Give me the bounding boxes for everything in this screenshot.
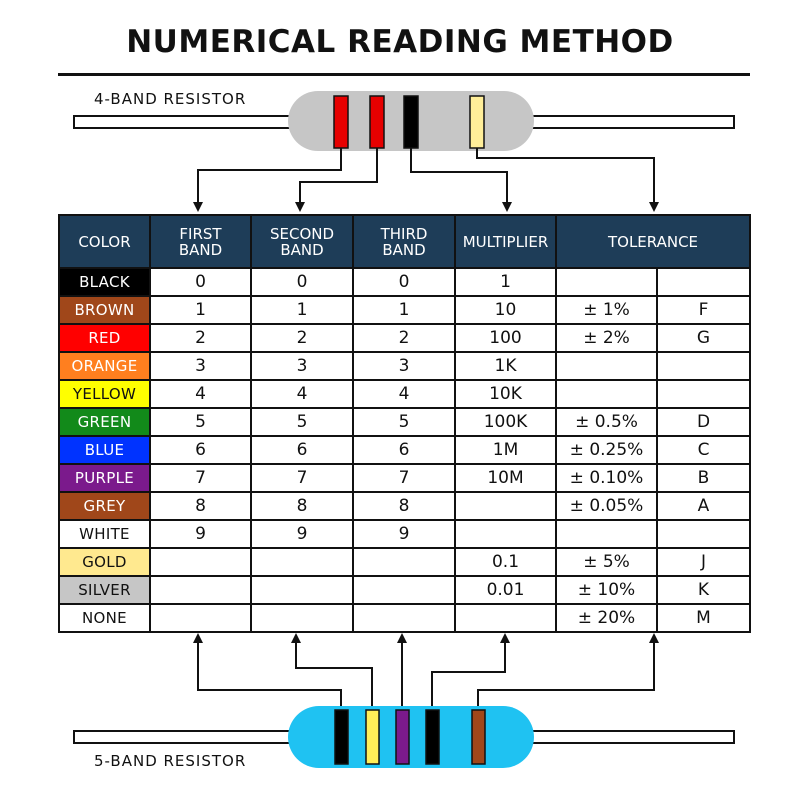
second-band-cell: 1 <box>251 296 353 324</box>
color-code-table <box>58 214 751 633</box>
color-name-cell: ORANGE <box>59 352 150 380</box>
tolerance-code-cell: A <box>657 492 750 520</box>
arrow-multiplier <box>411 148 507 207</box>
first-band-cell: 5 <box>150 408 251 436</box>
tolerance-cell: ± 0.25% <box>556 436 657 464</box>
color-name-cell: NONE <box>59 604 150 632</box>
color-name-cell: GOLD <box>59 548 150 576</box>
lead-right <box>526 116 734 128</box>
first-band-cell <box>150 604 251 632</box>
multiplier-cell: 10M <box>455 464 556 492</box>
arrow-first-band <box>198 638 341 714</box>
second-band-cell: 3 <box>251 352 353 380</box>
color-name-cell: BROWN <box>59 296 150 324</box>
five-band-arrows <box>198 638 654 714</box>
header-tolerance: TOLERANCE <box>556 215 750 268</box>
color-name-cell: SILVER <box>59 576 150 604</box>
multiplier-cell: 1K <box>455 352 556 380</box>
third-band-cell: 3 <box>353 352 455 380</box>
color-name-cell: GREEN <box>59 408 150 436</box>
multiplier-cell: 100 <box>455 324 556 352</box>
tolerance-code-cell: B <box>657 464 750 492</box>
five-band-label: 5-BAND RESISTOR <box>94 752 247 770</box>
color-band-1 <box>335 710 348 764</box>
third-band-cell <box>353 576 455 604</box>
second-band-cell: 0 <box>251 268 353 296</box>
third-band-cell <box>353 604 455 632</box>
color-name-cell: RED <box>59 324 150 352</box>
tolerance-cell: ± 0.5% <box>556 408 657 436</box>
tolerance-code-cell <box>657 268 750 296</box>
color-name-cell: YELLOW <box>59 380 150 408</box>
table-row <box>59 380 750 408</box>
multiplier-cell: 10 <box>455 296 556 324</box>
header-second-band: SECOND BAND <box>251 215 353 268</box>
second-band-cell: 7 <box>251 464 353 492</box>
multiplier-cell <box>455 492 556 520</box>
color-name-cell: GREY <box>59 492 150 520</box>
tolerance-code-cell: D <box>657 408 750 436</box>
first-band-cell: 9 <box>150 520 251 548</box>
multiplier-cell: 1M <box>455 436 556 464</box>
color-band-3 <box>396 710 409 764</box>
header-multiplier: MULTIPLIER <box>455 215 556 268</box>
tolerance-cell <box>556 352 657 380</box>
arrow-first-band <box>198 148 341 207</box>
first-band-cell: 8 <box>150 492 251 520</box>
color-band-4 <box>426 710 439 764</box>
table-row <box>59 464 750 492</box>
first-band-cell: 2 <box>150 324 251 352</box>
third-band-cell: 5 <box>353 408 455 436</box>
table-row <box>59 408 750 436</box>
table-row <box>59 436 750 464</box>
second-band-cell: 8 <box>251 492 353 520</box>
multiplier-cell <box>455 520 556 548</box>
tolerance-cell <box>556 520 657 548</box>
multiplier-cell: 100K <box>455 408 556 436</box>
second-band-cell: 2 <box>251 324 353 352</box>
third-band-cell: 4 <box>353 380 455 408</box>
third-band-cell: 6 <box>353 436 455 464</box>
tolerance-code-cell <box>657 520 750 548</box>
page-title: NUMERICAL READING METHOD <box>126 24 674 60</box>
tolerance-code-cell: C <box>657 436 750 464</box>
first-band-cell <box>150 576 251 604</box>
resistor-body <box>288 706 534 768</box>
header-first-band: FIRST BAND <box>150 215 251 268</box>
table-row <box>59 604 750 632</box>
first-band-cell: 4 <box>150 380 251 408</box>
arrow-tolerance <box>477 148 654 207</box>
second-band-cell <box>251 604 353 632</box>
color-name-cell: PURPLE <box>59 464 150 492</box>
first-band-cell: 7 <box>150 464 251 492</box>
third-band-cell: 1 <box>353 296 455 324</box>
tolerance-code-cell: F <box>657 296 750 324</box>
table-row <box>59 492 750 520</box>
tolerance-code-cell: M <box>657 604 750 632</box>
tolerance-cell: ± 5% <box>556 548 657 576</box>
arrow-second-band <box>296 638 372 714</box>
multiplier-cell: 10K <box>455 380 556 408</box>
tolerance-cell: ± 0.10% <box>556 464 657 492</box>
third-band-cell: 9 <box>353 520 455 548</box>
third-band-cell: 0 <box>353 268 455 296</box>
third-band-cell: 2 <box>353 324 455 352</box>
second-band-cell: 4 <box>251 380 353 408</box>
table-row <box>59 576 750 604</box>
arrow-multiplier <box>432 638 505 714</box>
first-band-cell: 3 <box>150 352 251 380</box>
lead-right <box>526 731 734 743</box>
table-header-row <box>59 215 750 268</box>
tolerance-code-cell: J <box>657 548 750 576</box>
lead-left <box>74 731 290 743</box>
second-band-cell <box>251 576 353 604</box>
tolerance-cell: ± 1% <box>556 296 657 324</box>
header-color: COLOR <box>59 215 150 268</box>
tolerance-code-cell <box>657 352 750 380</box>
second-band-cell: 9 <box>251 520 353 548</box>
header-third-band: THIRD BAND <box>353 215 455 268</box>
first-band-cell: 6 <box>150 436 251 464</box>
tolerance-cell: ± 20% <box>556 604 657 632</box>
color-band-2 <box>366 710 379 764</box>
second-band-cell: 6 <box>251 436 353 464</box>
first-band-cell: 0 <box>150 268 251 296</box>
color-name-cell: BLACK <box>59 268 150 296</box>
color-band-2 <box>370 96 384 148</box>
table-row <box>59 352 750 380</box>
tolerance-cell: ± 10% <box>556 576 657 604</box>
table-row <box>59 268 750 296</box>
multiplier-cell: 0.01 <box>455 576 556 604</box>
color-name-cell: WHITE <box>59 520 150 548</box>
tolerance-code-cell <box>657 380 750 408</box>
color-band-4 <box>470 96 484 148</box>
table-row <box>59 324 750 352</box>
color-band-3 <box>404 96 418 148</box>
color-band-5 <box>472 710 485 764</box>
four-band-arrows <box>198 148 654 207</box>
tolerance-code-cell: K <box>657 576 750 604</box>
arrow-second-band <box>300 148 377 207</box>
color-band-1 <box>334 96 348 148</box>
tolerance-cell: ± 2% <box>556 324 657 352</box>
table-row <box>59 548 750 576</box>
tolerance-cell <box>556 380 657 408</box>
table-row <box>59 520 750 548</box>
first-band-cell: 1 <box>150 296 251 324</box>
third-band-cell: 7 <box>353 464 455 492</box>
table-row <box>59 296 750 324</box>
color-name-cell: BLUE <box>59 436 150 464</box>
third-band-cell <box>353 548 455 576</box>
tolerance-cell <box>556 268 657 296</box>
second-band-cell <box>251 548 353 576</box>
second-band-cell: 5 <box>251 408 353 436</box>
multiplier-cell: 1 <box>455 268 556 296</box>
tolerance-cell: ± 0.05% <box>556 492 657 520</box>
four-band-label: 4-BAND RESISTOR <box>94 90 247 108</box>
third-band-cell: 8 <box>353 492 455 520</box>
tolerance-code-cell: G <box>657 324 750 352</box>
multiplier-cell: 0.1 <box>455 548 556 576</box>
multiplier-cell <box>455 604 556 632</box>
first-band-cell <box>150 548 251 576</box>
lead-left <box>74 116 290 128</box>
